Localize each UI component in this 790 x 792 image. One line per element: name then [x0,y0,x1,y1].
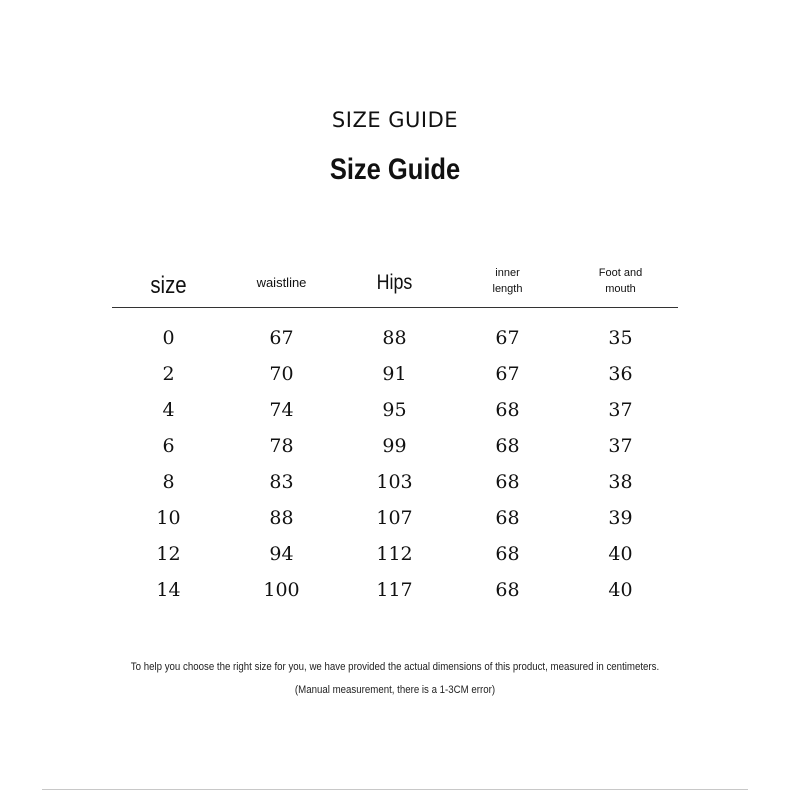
cell-size: 6 [162,435,175,457]
table-row [112,505,678,541]
header-hips: Hips [376,271,413,294]
cell-size: 0 [162,327,175,349]
cell-waistline: 94 [269,543,294,565]
cell-size: 14 [156,579,181,601]
table-row [112,469,678,505]
table-row [112,433,678,469]
cell-hips: 112 [376,543,413,565]
header-inner-length-line2: length [492,283,523,295]
cell-waistline: 100 [263,579,300,601]
cell-foot-mouth: 37 [608,435,633,457]
cell-waistline: 70 [269,363,294,385]
table-row [112,577,678,613]
cell-inner-length: 68 [495,507,520,529]
cell-inner-length: 68 [495,435,520,457]
size-guide-title: Size Guide [329,153,461,186]
cell-foot-mouth: 37 [608,399,633,421]
measurement-note: To help you choose the right size for you, we have provided the actual dimensions of this product, measured in centimeters. [130,661,660,673]
cell-hips: 99 [382,435,407,457]
cell-foot-mouth: 36 [608,363,633,385]
cell-hips: 107 [376,507,413,529]
cell-foot-mouth: 40 [608,579,633,601]
cell-size: 4 [162,399,175,421]
measurement-error-note: (Manual measurement, there is a 1-3CM error) [294,684,496,696]
cell-foot-mouth: 35 [608,327,633,349]
table-row [112,361,678,397]
cell-inner-length: 68 [495,471,520,493]
cell-foot-mouth: 40 [608,543,633,565]
cell-size: 10 [156,507,181,529]
cell-hips: 95 [382,399,407,421]
cell-hips: 103 [376,471,413,493]
header-inner-length-line1: inner [495,267,520,279]
size-guide-heading: SIZE GUIDE [331,108,459,132]
cell-hips: 117 [376,579,413,601]
header-foot-mouth [564,265,677,297]
cell-hips: 91 [382,363,407,385]
header-size: size [150,272,187,299]
cell-waistline: 78 [269,435,294,457]
table-body [112,325,678,613]
cell-inner-length: 68 [495,543,520,565]
cell-inner-length: 67 [495,363,520,385]
table-row [112,325,678,361]
cell-hips: 88 [382,327,407,349]
table-header-row [112,258,678,308]
table-row [112,397,678,433]
cell-waistline: 74 [269,399,294,421]
bottom-divider [42,789,748,790]
table-row [112,541,678,577]
header-waistline: waistline [256,275,307,290]
header-foot-mouth-line2: mouth [605,283,636,295]
cell-inner-length: 68 [495,579,520,601]
header-inner-length [451,265,564,297]
cell-waistline: 83 [269,471,294,493]
cell-inner-length: 67 [495,327,520,349]
cell-size: 12 [156,543,181,565]
header-foot-mouth-line1: Foot and [598,267,643,279]
cell-waistline: 88 [269,507,294,529]
cell-size: 8 [162,471,175,493]
size-table [112,258,678,613]
cell-foot-mouth: 39 [608,507,633,529]
cell-foot-mouth: 38 [608,471,633,493]
cell-size: 2 [162,363,175,385]
cell-waistline: 67 [269,327,294,349]
cell-inner-length: 68 [495,399,520,421]
